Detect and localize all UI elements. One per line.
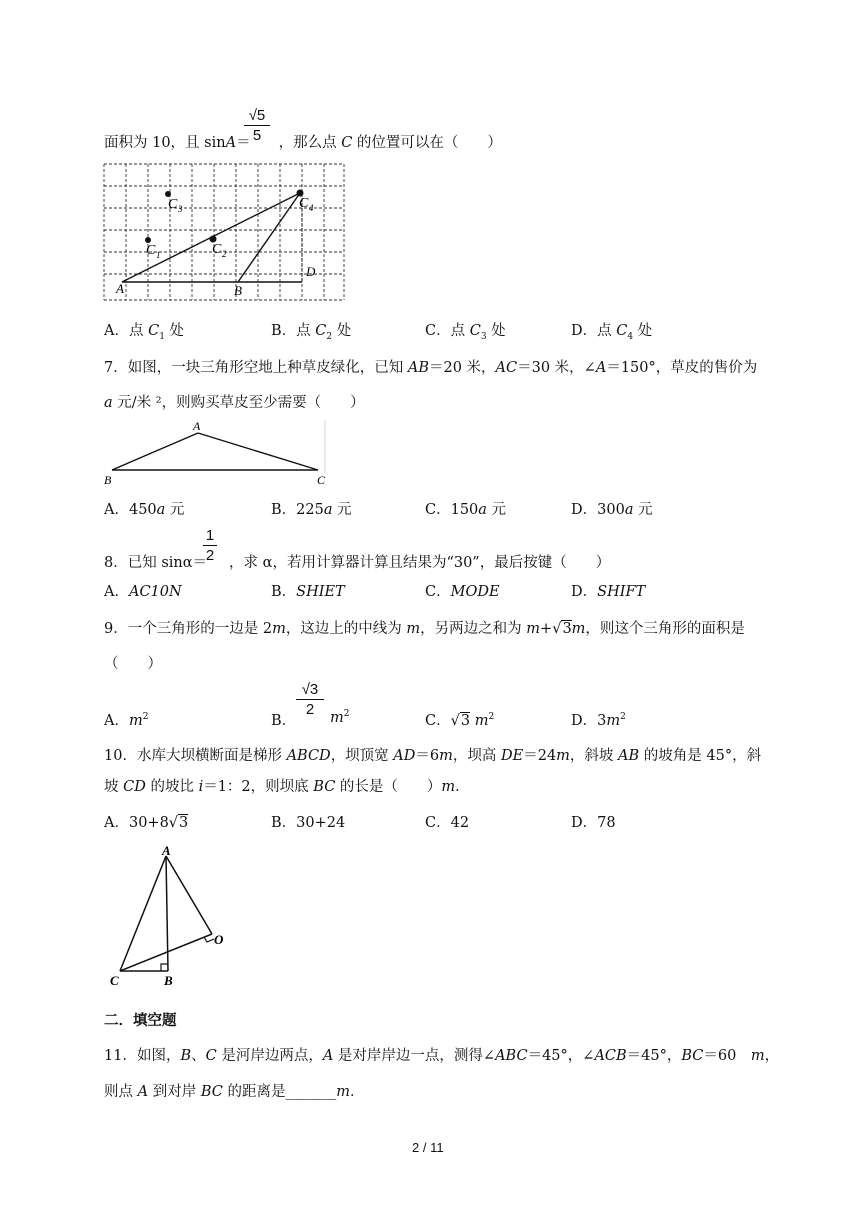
segment-ac	[120, 856, 166, 971]
q7-option-a[interactable]: A．450a 元	[104, 502, 185, 518]
q11-stem-line1: 11．如图，B、C 是河岸边两点，A 是对岸岸边一点，测得∠ABC＝45°，∠ACB＝45°，BC＝60 m，	[104, 1048, 780, 1064]
label-a: A	[116, 281, 124, 296]
label-c4-sub: 4	[309, 203, 314, 213]
segment-ab	[166, 856, 168, 971]
label-d: D	[306, 264, 316, 279]
label-a: A	[162, 843, 171, 858]
q9-paren: （ ）	[104, 656, 162, 672]
q7-option-d[interactable]: D．300a 元	[571, 502, 653, 518]
label-b: B	[234, 283, 242, 298]
sqrt-sign: √	[168, 815, 179, 831]
label-a: A	[193, 419, 201, 433]
fraction-bar	[244, 125, 270, 126]
q11-stem-line2: 则点 A 到对岸 BC 的距离是_______m．	[104, 1084, 365, 1100]
q9-option-d[interactable]: D．$3m^2$	[571, 712, 626, 729]
sqrt-sign: √	[450, 713, 460, 729]
q7-option-b[interactable]: B．225a 元	[271, 502, 352, 518]
segment-ab	[112, 433, 198, 470]
q8-frac-num: 1	[205, 527, 215, 544]
q6-option-b[interactable]: B．点 $C_2$ 处	[271, 323, 352, 342]
q9-option-b-unit: $m^2$	[330, 709, 350, 726]
fraction-bar	[203, 545, 217, 546]
fraction-bar	[296, 699, 324, 700]
q7-stem-line1: 7．如图，一块三角形空地上种草皮绿化，已知 AB＝20 米，AC＝30 米，∠A＝150°，草皮的售价为	[104, 360, 758, 376]
segment-co	[120, 934, 212, 971]
q9-option-a[interactable]: A．$m^2$	[104, 712, 149, 729]
q6-option-a[interactable]: A．点 $C_1$ 处	[104, 323, 185, 342]
label-c: C	[317, 473, 326, 487]
q6-stem: 面积为 10，且 sinA＝ ，那么点 C 的位置可以在（ ）	[104, 135, 502, 151]
q9-option-b-fraction	[296, 682, 324, 717]
q6-option-d[interactable]: D．点 $C_4$ 处	[571, 323, 653, 342]
label-o: O	[214, 932, 224, 947]
grid-lines	[104, 164, 344, 300]
q8-frac-den: 2	[205, 547, 215, 564]
q10-stem-line2: 坡 CD 的坡比 i＝1：2，则坝底 BC 的长是（ ）m．	[104, 779, 470, 795]
q9-stem: 9．一个三角形的一边是 2m，这边上的中线为 m，另两边之和为 m+√3m，则这个三角形的面积是	[104, 621, 745, 637]
q10-option-a[interactable]: A．30+8√3	[104, 815, 189, 831]
q10-option-b[interactable]: B．30+24	[271, 815, 346, 831]
q6-frac-den: 5	[252, 127, 262, 144]
q9-option-c[interactable]: C．√3 $m^2$	[425, 712, 495, 729]
q6-grid-figure	[100, 160, 350, 306]
label-c1: C	[146, 243, 156, 258]
q7-stem-line2: a 元/米 ²，则购买草皮至少需要（ ）	[104, 395, 365, 411]
q6-frac-num: √5	[248, 107, 266, 124]
label-b: B	[164, 973, 173, 988]
right-angle-b	[161, 964, 168, 971]
section-heading-fill-in: 二．填空题	[104, 1013, 177, 1029]
q7-option-c[interactable]: C．150a 元	[425, 502, 507, 518]
q11-answer-blank[interactable]: _______	[285, 1084, 337, 1100]
q10-stem-line1: 10．水库大坝横断面是梯形 ABCD，坝顶宽 AD＝6m，坝高 DE＝24m，斜坡 AB 的坡角是 45°，斜	[104, 748, 762, 764]
q8-stem: 8．已知 sinα＝ ，求 α，若用计算器计算且结果为“30”，最后按键（ ）	[104, 555, 611, 571]
right-angle-o	[204, 937, 214, 942]
label-c3: C	[168, 197, 178, 212]
segment-bc4	[238, 193, 300, 282]
label-c4: C	[299, 196, 309, 211]
q9-b-den: 2	[305, 701, 315, 718]
label-c2-sub: 2	[222, 249, 227, 259]
sqrt-sign: √	[552, 621, 562, 637]
label-c2: C	[212, 242, 222, 257]
q8-option-c[interactable]: C．MODE	[425, 584, 500, 600]
label-b: B	[104, 473, 112, 487]
q9-option-b[interactable]: B．	[271, 713, 297, 729]
segment-ac	[198, 433, 318, 470]
segment-ao	[166, 856, 212, 934]
q8-option-d[interactable]: D．SHIFT	[571, 584, 646, 600]
q10-triangle-figure	[104, 840, 234, 992]
label-c3-sub: 3	[178, 204, 183, 214]
q7-triangle-figure	[100, 418, 335, 490]
q10-option-d[interactable]: D．78	[571, 815, 616, 831]
label-c: C	[110, 973, 119, 988]
page-number: 2 / 11	[412, 1140, 444, 1155]
q10-option-c[interactable]: C．42	[425, 815, 470, 831]
q8-option-a[interactable]: A．AC10N	[104, 584, 182, 600]
label-c1-sub: 1	[156, 250, 161, 260]
q6-option-c[interactable]: C．点 $C_3$ 处	[425, 323, 506, 342]
q8-option-b[interactable]: B．SHIET	[271, 584, 345, 600]
q9-b-num: √3	[301, 681, 319, 698]
